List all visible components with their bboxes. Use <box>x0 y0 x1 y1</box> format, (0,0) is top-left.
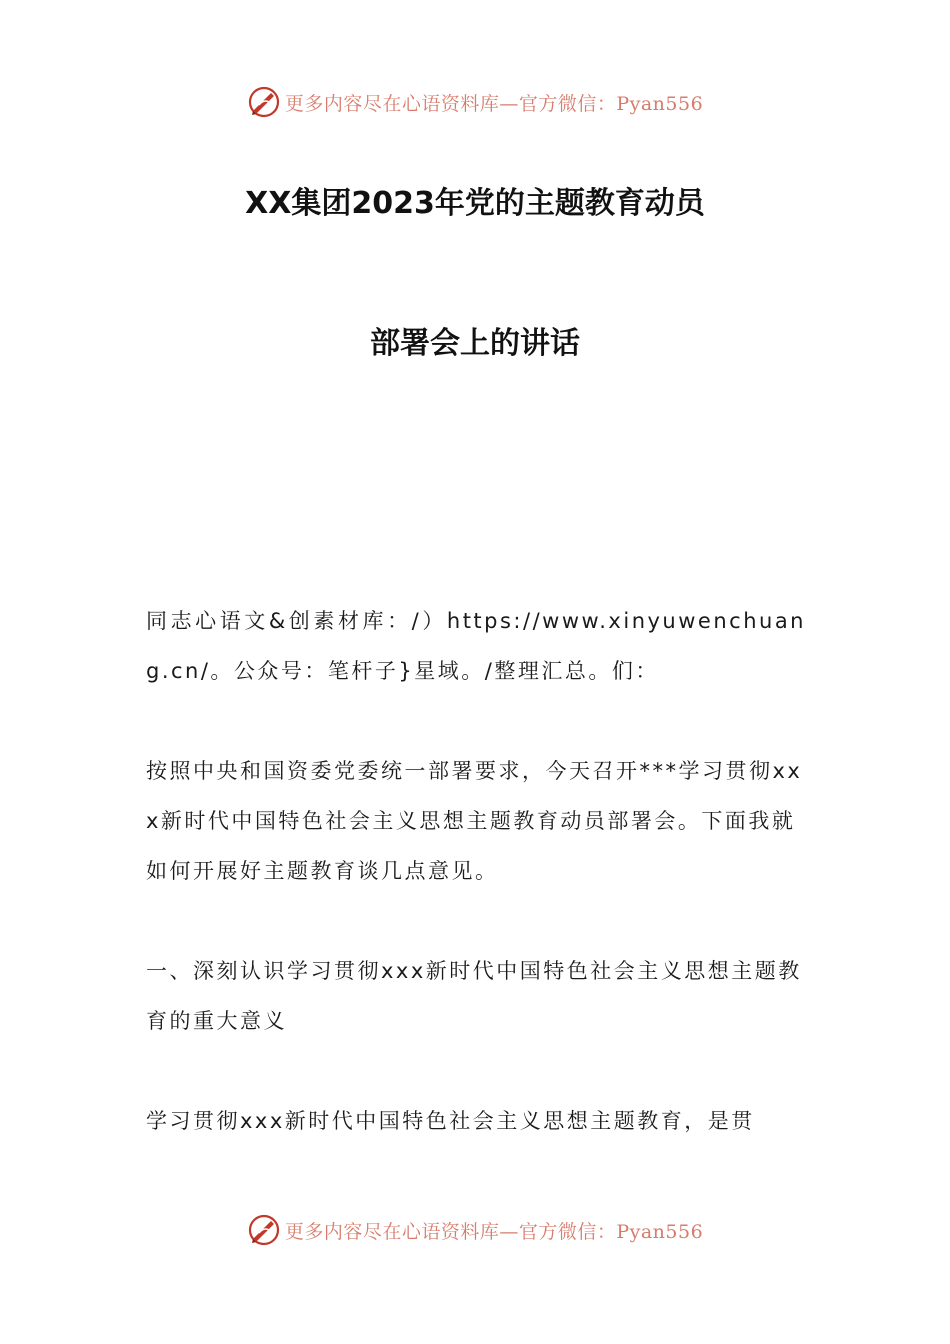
section-heading-1: 一、深刻认识学习贯彻xxx新时代中国特色社会主义思想主题教育的重大意义 <box>146 959 802 1033</box>
footer-watermark <box>0 1210 950 1250</box>
watermark-text: 更多内容尽在心语资料库—官方微信：Pyan556 <box>284 1220 704 1243</box>
document-body <box>146 596 806 1146</box>
pen-logo-icon <box>247 85 281 119</box>
paragraph-intro: 按照中央和国资委党委统一部署要求，今天召开***学习贯彻xxx新时代中国特色社会主义思想主题教育动员部署会。下面我就如何开展好主题教育谈几点意见。 <box>146 759 803 883</box>
pen-logo-icon <box>247 1213 281 1247</box>
watermark-text: 更多内容尽在心语资料库—官方微信：Pyan556 <box>284 92 704 115</box>
document-title-line1: XX集团2023年党的主题教育动员 <box>245 186 705 221</box>
header-watermark <box>0 82 950 122</box>
paragraph-body: 学习贯彻xxx新时代中国特色社会主义思想主题教育，是贯 <box>146 1109 755 1133</box>
paragraph-salutation: 同志心语文&创素材库：/）https://www.xinyuwenchuang.cn/。公众号：笔杆子}星域。/整理汇总。们： <box>146 609 806 683</box>
document-title-line2: 部署会上的讲话 <box>370 326 580 361</box>
